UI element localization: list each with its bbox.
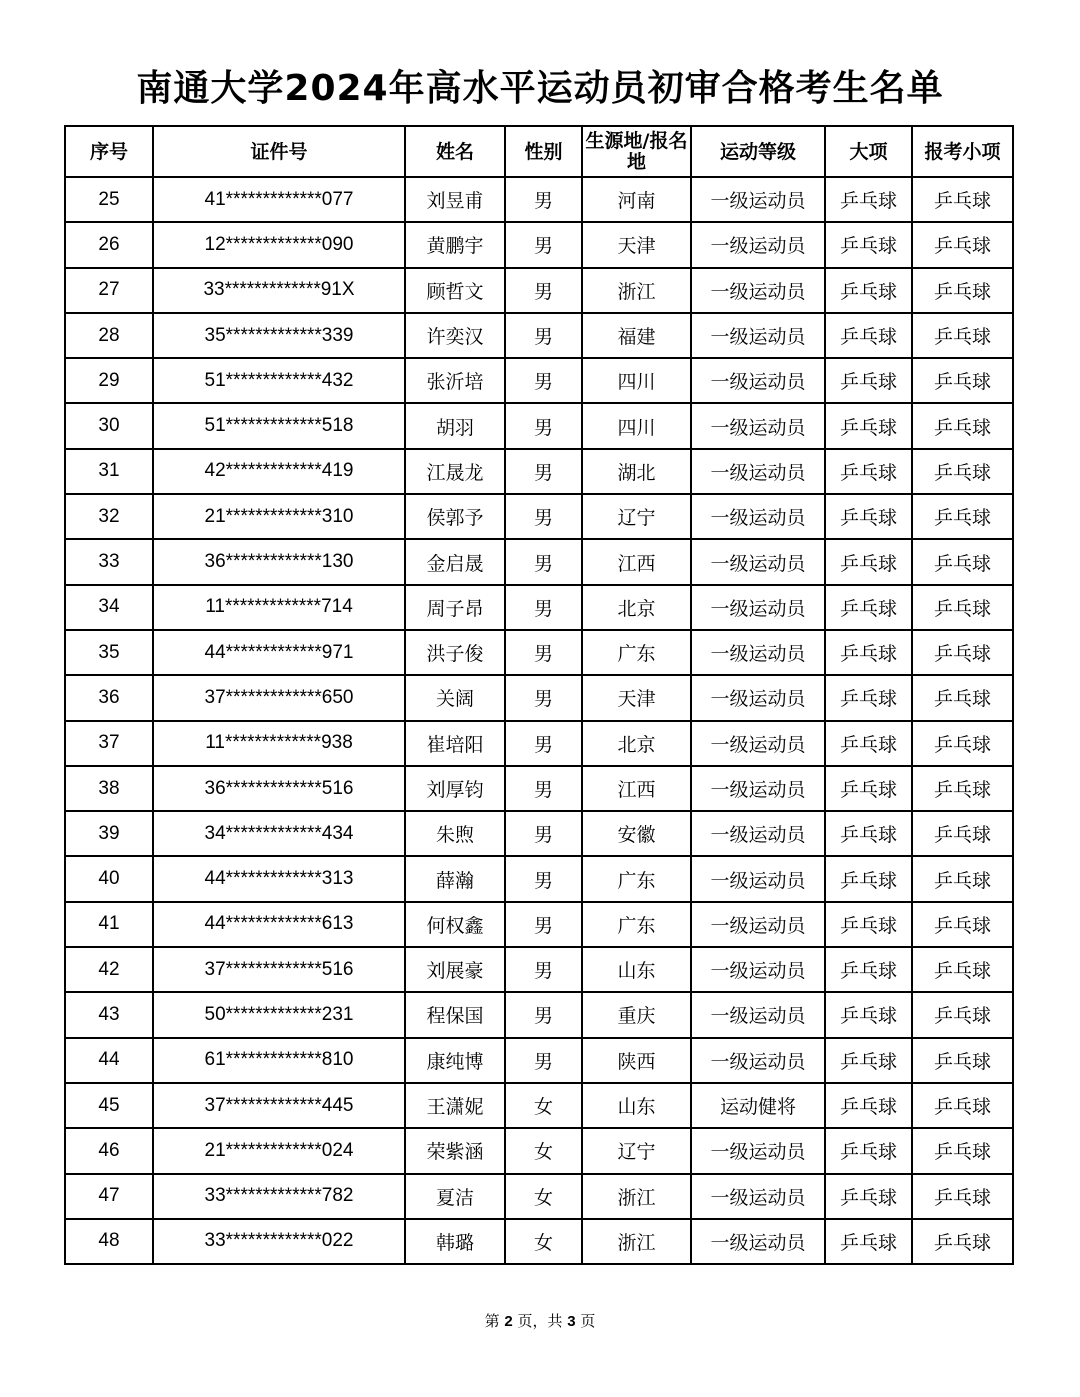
cell-level: 一级运动员 [691,494,825,539]
cell-origin: 辽宁 [582,494,691,539]
cell-id: 36*************516 [153,766,405,811]
cell-name: 侯郭予 [405,494,505,539]
cell-gender: 男 [505,539,582,584]
table-row [65,358,1013,403]
cell-id: 11*************714 [153,585,405,630]
cell-category: 乒乓球 [825,1219,912,1264]
cell-event: 乒乓球 [912,539,1013,584]
cell-event: 乒乓球 [912,494,1013,539]
footer-prefix: 第 [484,1312,500,1330]
cell-origin: 福建 [582,313,691,358]
cell-id: 44*************313 [153,856,405,901]
table-body [65,177,1013,1264]
cell-gender: 男 [505,1038,582,1083]
cell-event: 乒乓球 [912,449,1013,494]
header-seq: 序号 [65,126,153,177]
cell-seq: 25 [65,177,153,222]
cell-gender: 男 [505,358,582,403]
cell-id: 51*************432 [153,358,405,403]
cell-name: 刘昱甫 [405,177,505,222]
page-title: 南通大学2024年高水平运动员初审合格考生名单 [136,68,944,109]
cell-level: 一级运动员 [691,856,825,901]
cell-origin: 北京 [582,585,691,630]
cell-name: 刘厚钧 [405,766,505,811]
cell-seq: 34 [65,585,153,630]
cell-seq: 27 [65,268,153,313]
cell-gender: 男 [505,222,582,267]
cell-category: 乒乓球 [825,721,912,766]
cell-gender: 女 [505,1219,582,1264]
cell-category: 乒乓球 [825,675,912,720]
cell-category: 乒乓球 [825,449,912,494]
cell-event: 乒乓球 [912,1219,1013,1264]
cell-name: 黄鹏宇 [405,222,505,267]
header-gender: 性别 [505,126,582,177]
cell-event: 乒乓球 [912,222,1013,267]
cell-event: 乒乓球 [912,1128,1013,1173]
cell-category: 乒乓球 [825,1128,912,1173]
table-row [65,947,1013,992]
cell-name: 江晟龙 [405,449,505,494]
cell-category: 乒乓球 [825,766,912,811]
table-row [65,675,1013,720]
cell-event: 乒乓球 [912,856,1013,901]
cell-event: 乒乓球 [912,675,1013,720]
cell-seq: 32 [65,494,153,539]
table-row [65,1038,1013,1083]
cell-level: 一级运动员 [691,177,825,222]
cell-level: 一级运动员 [691,630,825,675]
page-footer [0,1310,1080,1331]
cell-event: 乒乓球 [912,177,1013,222]
cell-category: 乒乓球 [825,992,912,1037]
cell-gender: 男 [505,403,582,448]
table-row [65,403,1013,448]
cell-event: 乒乓球 [912,313,1013,358]
cell-level: 一级运动员 [691,1174,825,1219]
cell-level: 一级运动员 [691,268,825,313]
candidate-table [64,125,1014,1265]
cell-category: 乒乓球 [825,630,912,675]
cell-id: 33*************91X [153,268,405,313]
cell-seq: 35 [65,630,153,675]
cell-id: 37*************445 [153,1083,405,1128]
cell-seq: 29 [65,358,153,403]
cell-level: 一级运动员 [691,585,825,630]
cell-id: 21*************310 [153,494,405,539]
cell-gender: 男 [505,947,582,992]
cell-origin: 四川 [582,403,691,448]
footer-suffix: 页 [580,1312,596,1330]
table-row [65,494,1013,539]
cell-id: 11*************938 [153,721,405,766]
cell-seq: 39 [65,811,153,856]
cell-level: 一级运动员 [691,1038,825,1083]
cell-origin: 北京 [582,721,691,766]
cell-category: 乒乓球 [825,856,912,901]
cell-origin: 广东 [582,630,691,675]
table-row [65,766,1013,811]
cell-name: 康纯博 [405,1038,505,1083]
cell-name: 关阔 [405,675,505,720]
cell-id: 33*************022 [153,1219,405,1264]
cell-event: 乒乓球 [912,358,1013,403]
table-row [65,902,1013,947]
cell-event: 乒乓球 [912,992,1013,1037]
cell-event: 乒乓球 [912,902,1013,947]
cell-event: 乒乓球 [912,721,1013,766]
cell-seq: 37 [65,721,153,766]
cell-event: 乒乓球 [912,766,1013,811]
cell-origin: 重庆 [582,992,691,1037]
table-row [65,992,1013,1037]
cell-id: 34*************434 [153,811,405,856]
cell-gender: 男 [505,585,582,630]
cell-gender: 男 [505,268,582,313]
cell-id: 61*************810 [153,1038,405,1083]
cell-level: 一级运动员 [691,902,825,947]
cell-gender: 男 [505,675,582,720]
cell-name: 洪子俊 [405,630,505,675]
cell-gender: 男 [505,721,582,766]
table-row [65,1174,1013,1219]
cell-id: 44*************613 [153,902,405,947]
cell-level: 一级运动员 [691,313,825,358]
cell-origin: 江西 [582,539,691,584]
cell-id: 41*************077 [153,177,405,222]
cell-event: 乒乓球 [912,1174,1013,1219]
cell-id: 51*************518 [153,403,405,448]
table-row [65,721,1013,766]
table-row [65,313,1013,358]
cell-seq: 41 [65,902,153,947]
cell-gender: 男 [505,494,582,539]
cell-origin: 河南 [582,177,691,222]
cell-category: 乒乓球 [825,539,912,584]
cell-origin: 江西 [582,766,691,811]
header-origin: 生源地/报名地 [582,126,691,177]
cell-id: 50*************231 [153,992,405,1037]
footer-page-number: 2 [504,1313,513,1330]
cell-origin: 安徽 [582,811,691,856]
cell-category: 乒乓球 [825,902,912,947]
cell-name: 朱煦 [405,811,505,856]
cell-gender: 男 [505,902,582,947]
header-name: 姓名 [405,126,505,177]
cell-name: 程保国 [405,992,505,1037]
cell-level: 一级运动员 [691,947,825,992]
cell-origin: 辽宁 [582,1128,691,1173]
cell-level: 一级运动员 [691,1219,825,1264]
table-row [65,449,1013,494]
header-category: 大项 [825,126,912,177]
cell-origin: 山东 [582,1083,691,1128]
cell-gender: 男 [505,630,582,675]
cell-name: 周子昂 [405,585,505,630]
cell-category: 乒乓球 [825,222,912,267]
cell-id: 37*************650 [153,675,405,720]
cell-id: 33*************782 [153,1174,405,1219]
cell-gender: 男 [505,313,582,358]
cell-gender: 男 [505,766,582,811]
cell-seq: 44 [65,1038,153,1083]
cell-level: 一级运动员 [691,675,825,720]
footer-total-pages: 3 [567,1313,576,1330]
cell-origin: 广东 [582,902,691,947]
cell-event: 乒乓球 [912,268,1013,313]
table-row [65,1219,1013,1264]
cell-id: 35*************339 [153,313,405,358]
cell-category: 乒乓球 [825,403,912,448]
header-event: 报考小项 [912,126,1013,177]
cell-event: 乒乓球 [912,585,1013,630]
cell-seq: 48 [65,1219,153,1264]
header-id: 证件号 [153,126,405,177]
cell-seq: 45 [65,1083,153,1128]
cell-origin: 浙江 [582,1219,691,1264]
cell-id: 36*************130 [153,539,405,584]
table-row [65,222,1013,267]
cell-origin: 四川 [582,358,691,403]
table-row [65,585,1013,630]
cell-seq: 31 [65,449,153,494]
cell-category: 乒乓球 [825,811,912,856]
cell-origin: 浙江 [582,268,691,313]
cell-category: 乒乓球 [825,177,912,222]
cell-origin: 天津 [582,675,691,720]
cell-level: 一级运动员 [691,449,825,494]
cell-name: 许奕汉 [405,313,505,358]
cell-name: 胡羽 [405,403,505,448]
cell-name: 刘展豪 [405,947,505,992]
cell-id: 12*************090 [153,222,405,267]
cell-seq: 30 [65,403,153,448]
cell-seq: 42 [65,947,153,992]
cell-name: 荣紫涵 [405,1128,505,1173]
table-row [65,177,1013,222]
table-row [65,268,1013,313]
cell-gender: 男 [505,811,582,856]
cell-category: 乒乓球 [825,1174,912,1219]
cell-origin: 湖北 [582,449,691,494]
cell-gender: 女 [505,1128,582,1173]
cell-gender: 女 [505,1083,582,1128]
cell-level: 一级运动员 [691,721,825,766]
cell-name: 夏洁 [405,1174,505,1219]
cell-level: 运动健将 [691,1083,825,1128]
cell-event: 乒乓球 [912,811,1013,856]
cell-id: 42*************419 [153,449,405,494]
cell-level: 一级运动员 [691,1128,825,1173]
cell-name: 王潇妮 [405,1083,505,1128]
cell-seq: 33 [65,539,153,584]
cell-event: 乒乓球 [912,947,1013,992]
cell-category: 乒乓球 [825,494,912,539]
table-row [65,1083,1013,1128]
cell-gender: 男 [505,449,582,494]
cell-seq: 36 [65,675,153,720]
cell-level: 一级运动员 [691,992,825,1037]
cell-name: 韩璐 [405,1219,505,1264]
cell-category: 乒乓球 [825,313,912,358]
cell-seq: 38 [65,766,153,811]
table-row [65,539,1013,584]
cell-category: 乒乓球 [825,358,912,403]
cell-origin: 浙江 [582,1174,691,1219]
cell-origin: 陕西 [582,1038,691,1083]
cell-category: 乒乓球 [825,1083,912,1128]
cell-id: 37*************516 [153,947,405,992]
cell-event: 乒乓球 [912,1038,1013,1083]
table-row [65,1128,1013,1173]
cell-seq: 47 [65,1174,153,1219]
cell-level: 一级运动员 [691,403,825,448]
footer-middle: 页，共 [517,1312,563,1330]
cell-origin: 山东 [582,947,691,992]
cell-category: 乒乓球 [825,1038,912,1083]
cell-category: 乒乓球 [825,268,912,313]
cell-gender: 男 [505,992,582,1037]
cell-name: 薛瀚 [405,856,505,901]
header-level: 运动等级 [691,126,825,177]
cell-category: 乒乓球 [825,947,912,992]
cell-seq: 43 [65,992,153,1037]
cell-gender: 男 [505,856,582,901]
cell-event: 乒乓球 [912,403,1013,448]
cell-event: 乒乓球 [912,630,1013,675]
cell-seq: 46 [65,1128,153,1173]
cell-origin: 广东 [582,856,691,901]
cell-seq: 26 [65,222,153,267]
cell-level: 一级运动员 [691,222,825,267]
cell-name: 崔培阳 [405,721,505,766]
cell-name: 张沂培 [405,358,505,403]
cell-origin: 天津 [582,222,691,267]
cell-name: 何权鑫 [405,902,505,947]
cell-level: 一级运动员 [691,539,825,584]
cell-seq: 28 [65,313,153,358]
table-row [65,811,1013,856]
cell-name: 金启晟 [405,539,505,584]
cell-name: 顾哲文 [405,268,505,313]
table-row [65,630,1013,675]
cell-id: 44*************971 [153,630,405,675]
cell-level: 一级运动员 [691,358,825,403]
cell-gender: 女 [505,1174,582,1219]
cell-id: 21*************024 [153,1128,405,1173]
cell-category: 乒乓球 [825,585,912,630]
table-row [65,856,1013,901]
cell-level: 一级运动员 [691,766,825,811]
cell-seq: 40 [65,856,153,901]
table-header-row [65,126,1013,177]
cell-level: 一级运动员 [691,811,825,856]
cell-gender: 男 [505,177,582,222]
cell-event: 乒乓球 [912,1083,1013,1128]
